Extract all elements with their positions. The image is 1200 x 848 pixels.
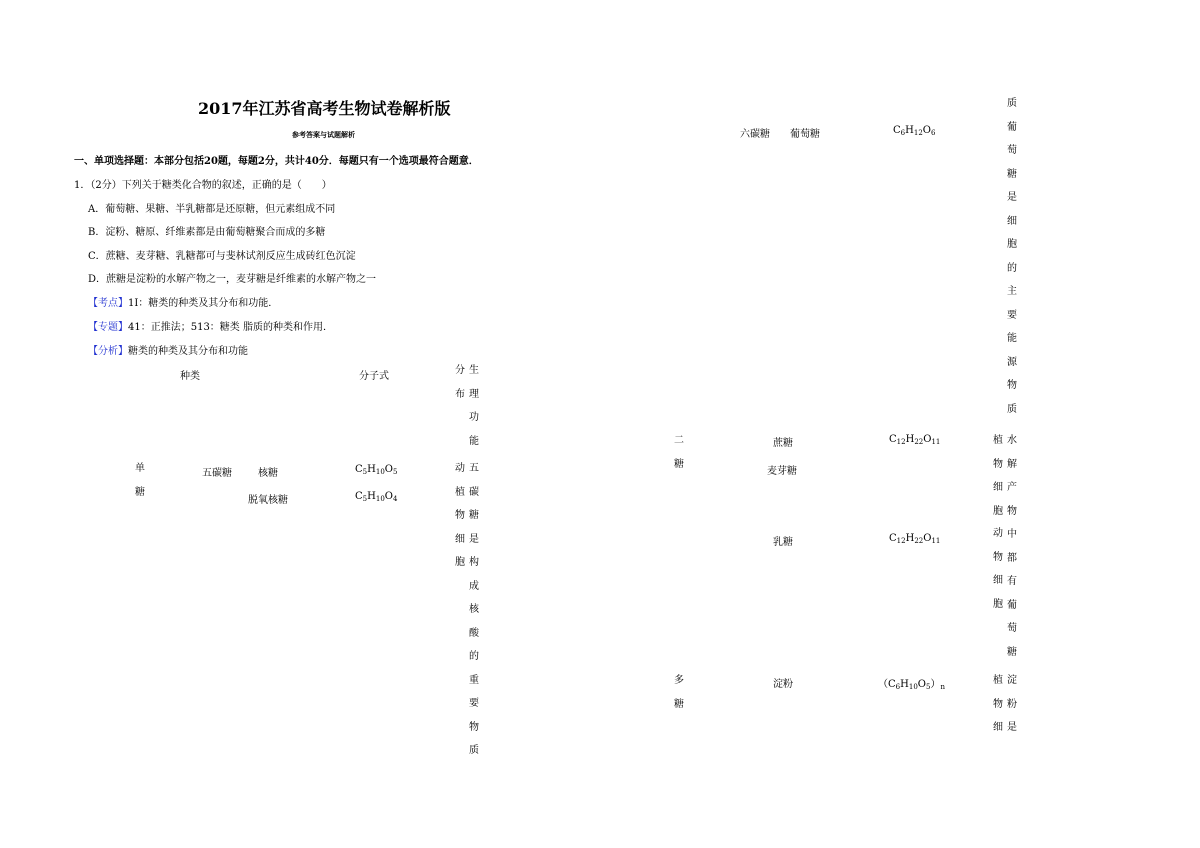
pentose-label: 五碳糖	[202, 468, 232, 479]
poly-category: 多 糖	[674, 675, 684, 710]
section-heading: 一、单项选择题：本部分包括20题，每题2分，共计40分．每题只有一个选项最符合题意．	[74, 156, 479, 167]
deoxyribose-label: 脱氧核糖	[248, 495, 288, 506]
poly-function: 淀 粉 是	[1007, 675, 1017, 733]
option-a: A．葡萄糖、果糖、半乳糖都是还原糖，但元素组成不同	[88, 204, 336, 215]
ribose-label: 核糖	[258, 468, 278, 479]
pentose-distribution: 动 植 物 细 胞	[455, 463, 465, 568]
kaodian-tag: 【考点】	[88, 298, 128, 309]
zhuanti-line	[88, 318, 333, 333]
zhuanti-text: 41：正推法；513：糖类 脂质的种类和作用．	[128, 322, 333, 333]
option-c: C．蔗糖、麦芽糖、乳糖都可与斐林试剂反应生成砖红色沉淀	[88, 251, 356, 262]
header-kind: 种类	[180, 371, 200, 382]
glucose-formula: $C_6H_{12}O_6$	[893, 125, 936, 137]
di-plant-distribution: 植 物 细 胞	[993, 435, 1003, 517]
fenxi-line	[88, 342, 248, 357]
question-stem: 1．（2分）下列关于糖类化合物的叙述，正确的是（ ）	[74, 180, 332, 191]
glucose-function: 质 葡 萄 糖 是 细 胞 的 主 要 能 源 物 质	[1007, 98, 1017, 415]
starch-formula: $(C_6H_{10}O_5)_n$	[878, 679, 945, 691]
hexose-label: 六碳糖	[740, 129, 770, 140]
starch-label: 淀粉	[773, 679, 793, 690]
header-distribution: 分 布	[455, 365, 465, 400]
lactose-formula: $C_{12}H_{22}O_{11}$	[889, 533, 941, 545]
fenxi-text: 糖类的种类及其分布和功能	[128, 346, 248, 357]
page-subtitle: 参考答案与试题解析	[292, 130, 355, 139]
pentose-function: 五 碳 糖 是 构 成 核 酸 的 重 要 物 质	[469, 463, 479, 756]
ribose-formula: $C_5H_{10}O_5$	[355, 464, 398, 476]
di-animal-distribution: 动 物 细 胞	[993, 528, 1003, 610]
di-category: 二 糖	[674, 435, 684, 470]
poly-distribution: 植 物 细	[993, 675, 1003, 733]
lactose-label: 乳糖	[773, 537, 793, 548]
kaodian-line	[88, 294, 278, 309]
sucrose-formula: $C_{12}H_{22}O_{11}$	[889, 434, 941, 446]
sucrose-label: 蔗糖	[773, 438, 793, 449]
deoxyribose-formula: $C_5H_{10}O_4$	[355, 491, 398, 503]
kaodian-text: 1I：糖类的种类及其分布和功能．	[128, 298, 279, 309]
zhuanti-tag: 【专题】	[88, 322, 128, 333]
fenxi-tag: 【分析】	[88, 346, 128, 357]
mono-category: 单 糖	[135, 463, 145, 498]
option-b: B．淀粉、糖原、纤维素都是由葡萄糖聚合而成的多糖	[88, 227, 326, 238]
di-function: 水 解 产 物 中 都 有 葡 萄 糖	[1007, 435, 1017, 658]
glucose-label: 葡萄糖	[790, 129, 820, 140]
page-title: 2017年江苏省高考生物试卷解析版	[198, 99, 451, 118]
header-formula: 分子式	[359, 371, 389, 382]
option-d: D．蔗糖是淀粉的水解产物之一，麦芽糖是纤维素的水解产物之一	[88, 274, 377, 285]
maltose-label: 麦芽糖	[767, 466, 797, 477]
header-function: 生 理 功 能	[469, 365, 479, 447]
